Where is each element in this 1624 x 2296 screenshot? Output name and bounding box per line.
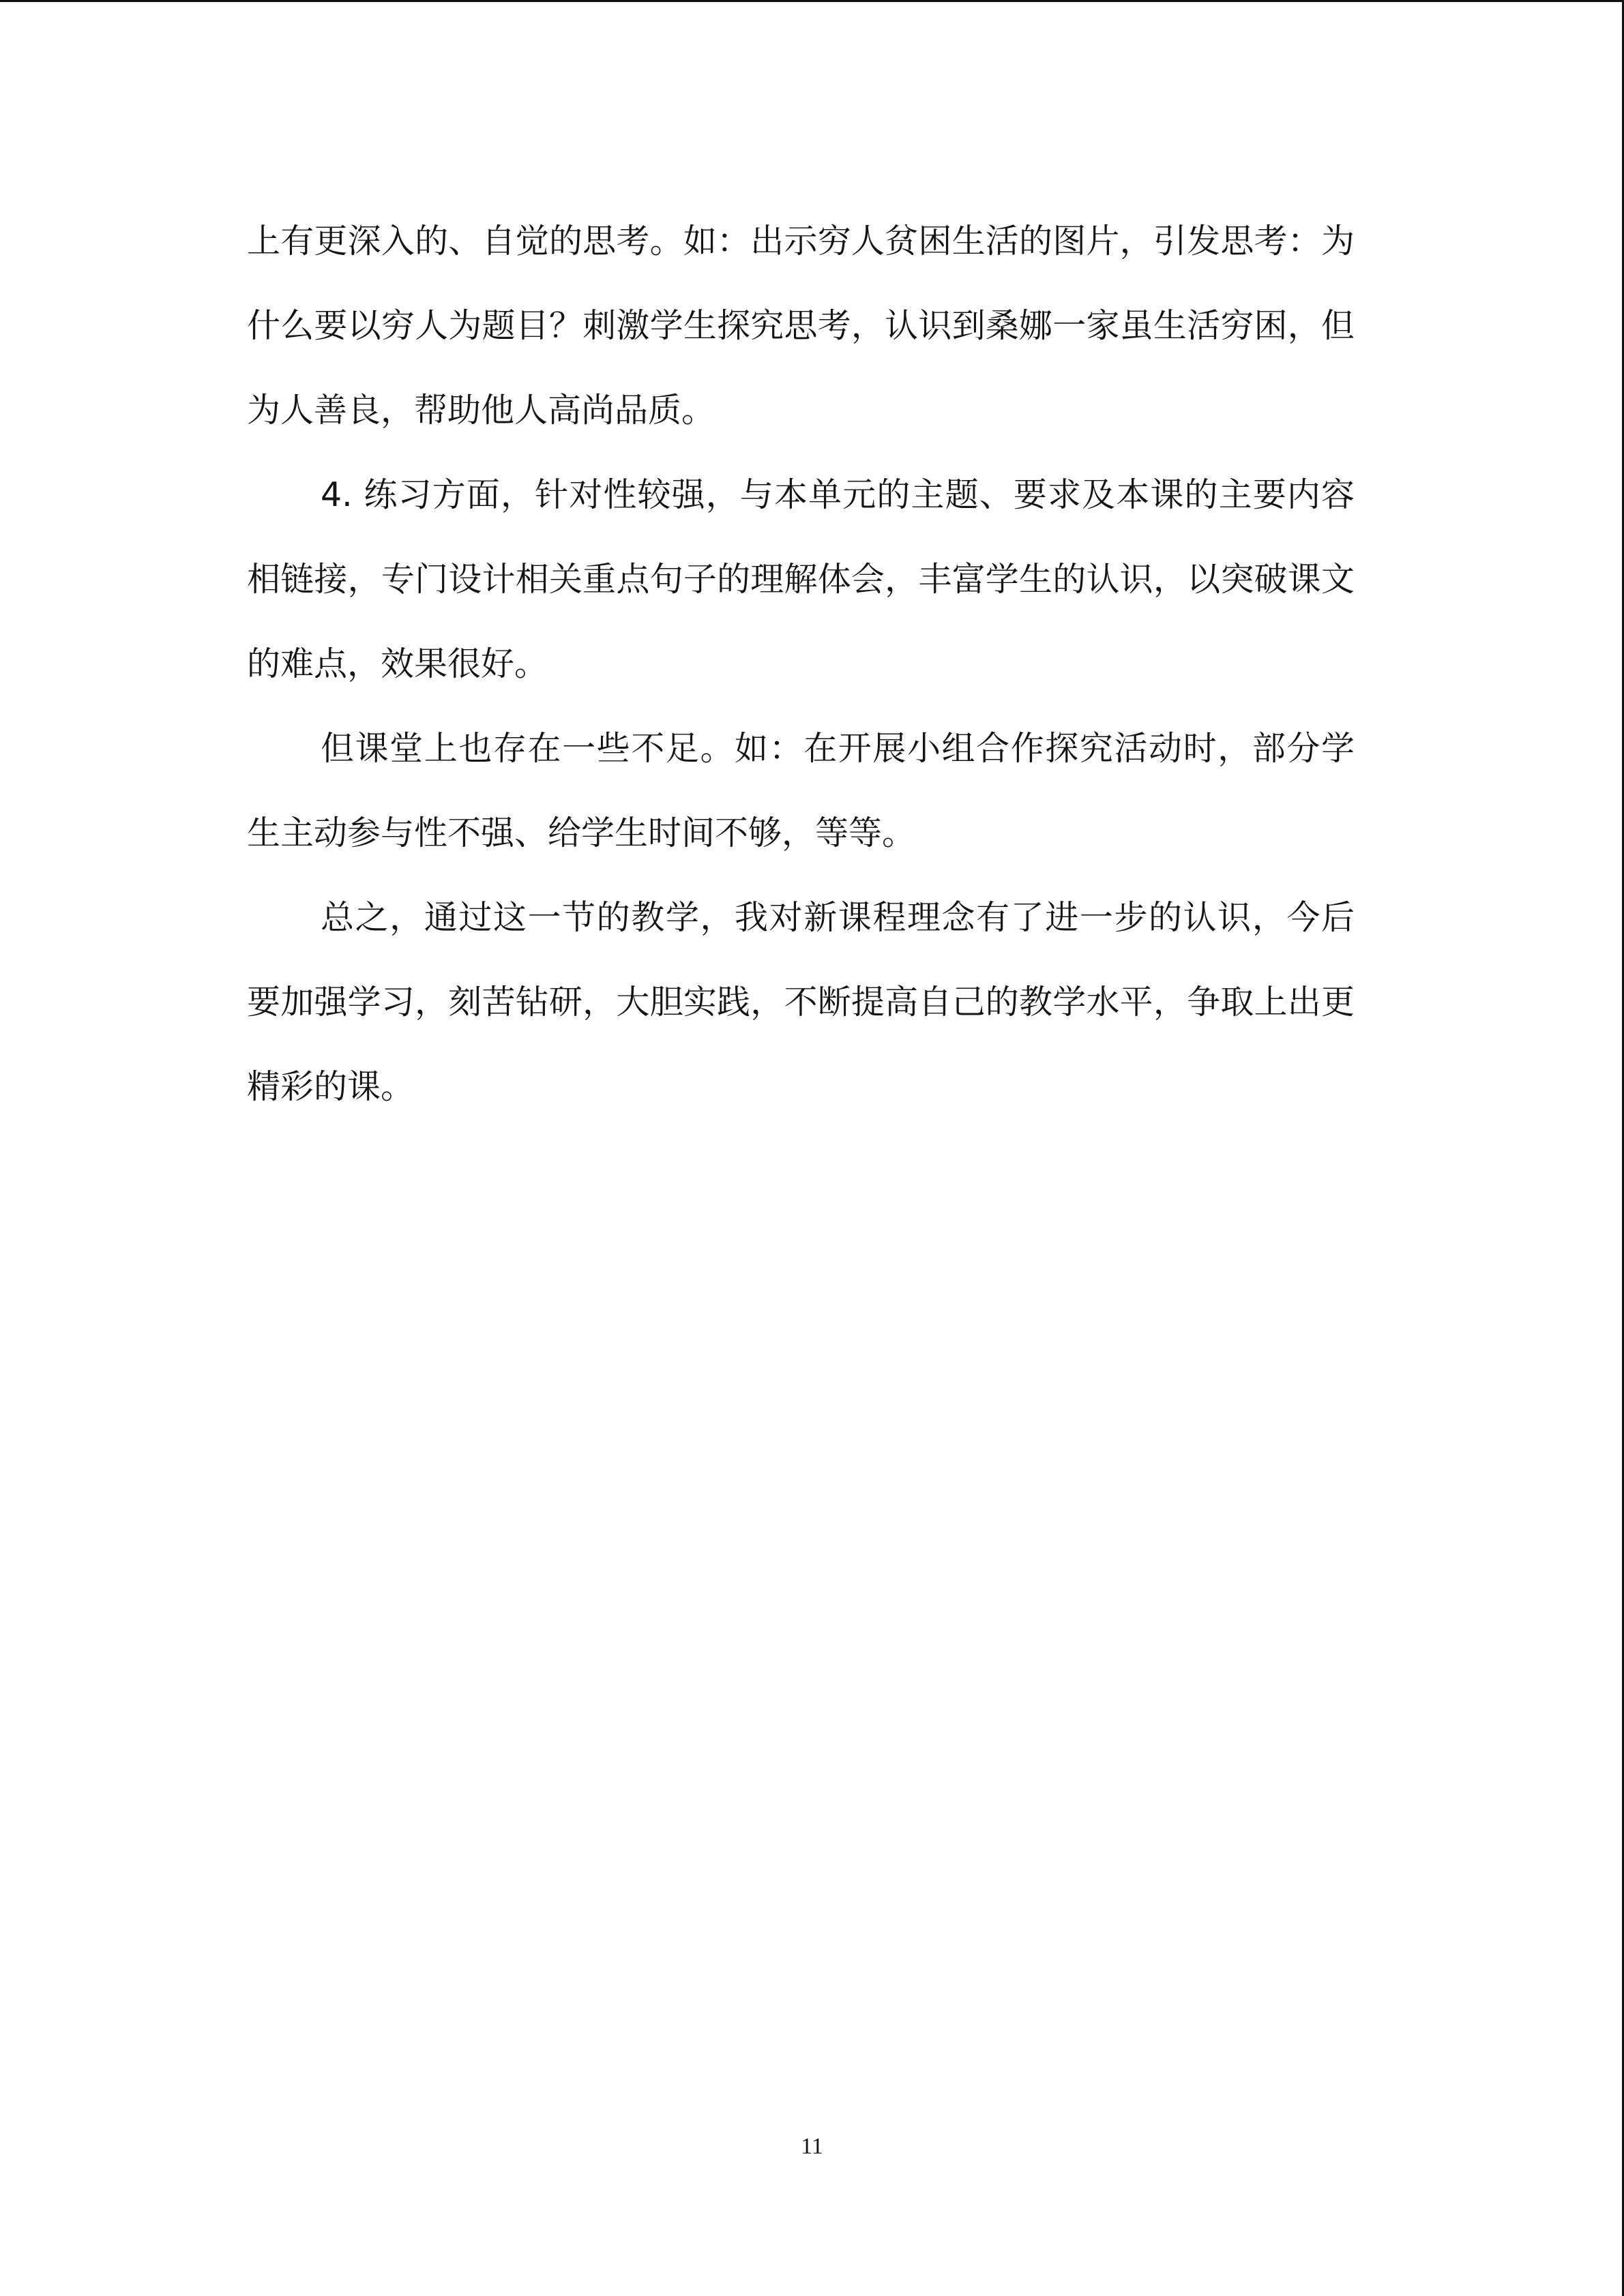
paragraph-shortcomings: 但课堂上也存在一些不足。如：在开展小组合作探究活动时，部分学生主动参与性不强、给学生时间不够，等等。 bbox=[247, 729, 1355, 852]
body-text bbox=[247, 199, 1355, 1129]
page-number: 11 bbox=[801, 2134, 823, 2159]
paragraph-conclusion: 总之，通过这一节的教学，我对新课程理念有了进一步的认识，今后要加强学习，刻苦钻研，大胆实践，不断提高自己的教学水平，争取上出更精彩的课。 bbox=[247, 898, 1355, 1106]
paragraph-practice: 4. 练习方面，针对性较强，与本单元的主题、要求及本课的主要内容相链接，专门设计相关重点句子的理解体会，丰富学生的认识，以突破课文的难点，效果很好。 bbox=[247, 475, 1355, 683]
paragraph-continuation: 上有更深入的、自觉的思考。如：出示穷人贫困生活的图片，引发思考：为什么要以穷人为题目？刺激学生探究思考，认识到桑娜一家虽生活穷困，但为人善良，帮助他人高尚品质。 bbox=[247, 222, 1355, 430]
page-top-border bbox=[0, 0, 1624, 2]
